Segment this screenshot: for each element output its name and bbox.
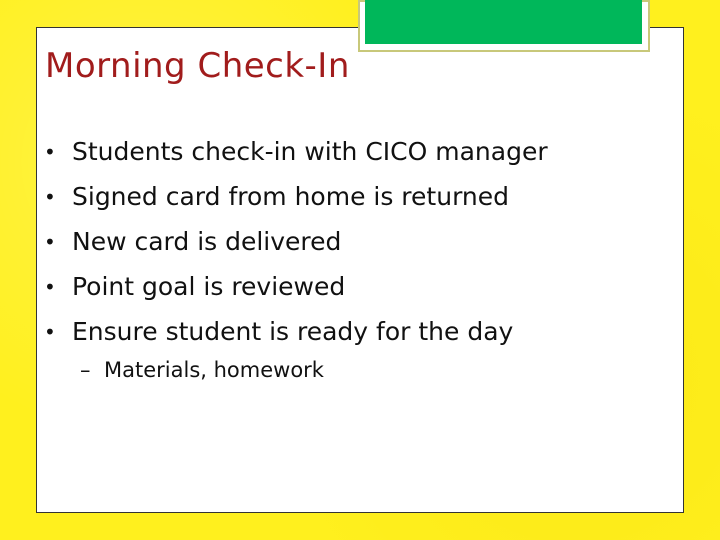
bullet-text: New card is delivered (72, 227, 342, 256)
bullet-marker: • (44, 185, 56, 209)
accent-tab (365, 0, 642, 44)
bullet-item (44, 265, 548, 310)
bullet-marker: • (44, 230, 56, 254)
slide-title: Morning Check-In (45, 46, 350, 86)
bullet-text: Students check-in with CICO manager (72, 137, 548, 166)
bullet-text: Ensure student is ready for the day (72, 317, 514, 346)
bullet-list (44, 130, 548, 355)
bullet-marker: • (44, 320, 56, 344)
sub-bullet-text: Materials, homework (104, 358, 324, 382)
bullet-marker: • (44, 275, 56, 299)
bullet-item (44, 130, 548, 175)
sub-bullet-item (80, 352, 324, 388)
bullet-text: Signed card from home is returned (72, 182, 509, 211)
sub-bullet-marker: – (80, 358, 91, 382)
bullet-item (44, 220, 548, 265)
sub-bullet-list (80, 352, 324, 388)
bullet-item (44, 310, 548, 355)
bullet-marker: • (44, 140, 56, 164)
bullet-text: Point goal is reviewed (72, 272, 346, 301)
bullet-item (44, 175, 548, 220)
